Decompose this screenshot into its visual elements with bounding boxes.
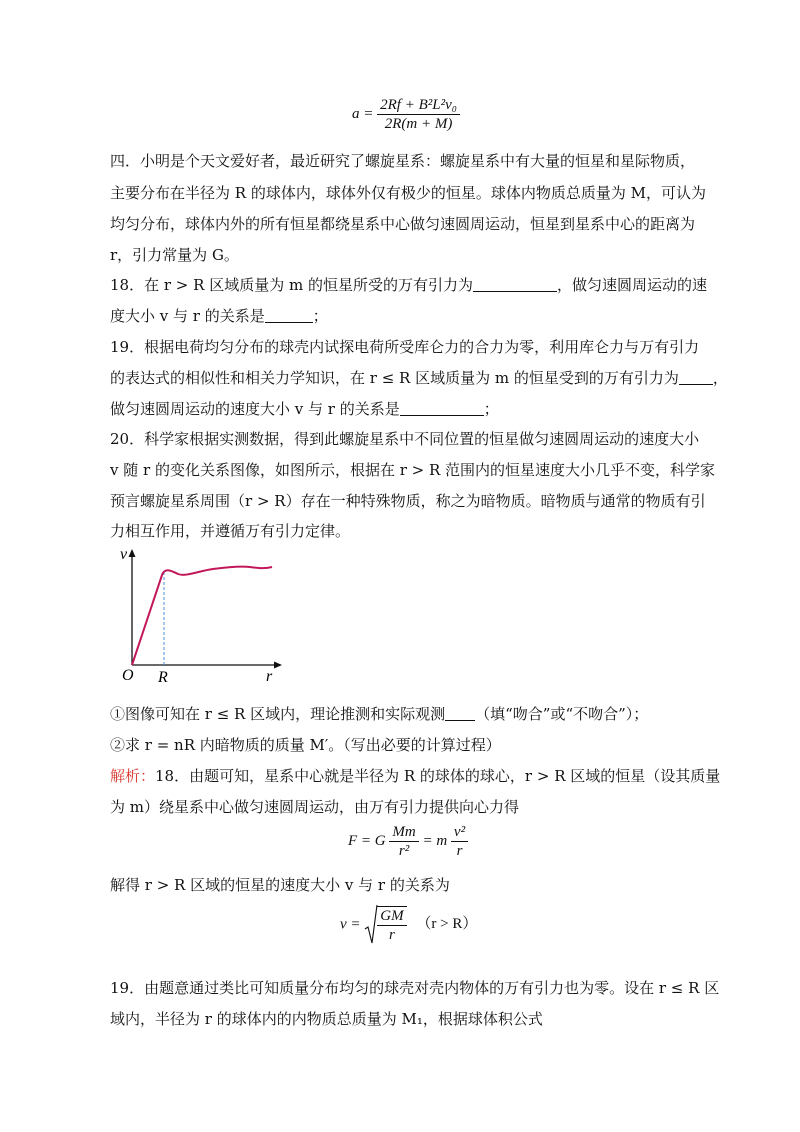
answer-line-5: 域内，半径为 r 的球体内的内物质总质量为 M₁，根据球体积公式 [110, 1010, 543, 1028]
answer-blank[interactable] [473, 277, 557, 292]
answer-text-1: 18．由题可知，星系中心就是半径为 R 的球体的球心，r > R 区域的恒星（设其质量 [155, 767, 721, 785]
f2-fraction [377, 906, 406, 944]
f2-lhs: v = [340, 916, 361, 933]
sub-question-2: ②求 r = nR 内暗物质的质量 M′。（写出必要的计算过程） [110, 736, 501, 754]
q18-text-c: 度大小 v 与 r 的关系是 [110, 307, 265, 325]
f1-lhs: F = G [348, 832, 386, 849]
answer-label: 解析： [110, 767, 156, 785]
q19-text-d: ； [483, 400, 499, 418]
q18-text-d: ； [312, 307, 328, 325]
q18-line-1 [110, 274, 707, 296]
radical-icon [364, 903, 378, 947]
f1-fraction-1 [389, 823, 418, 860]
q19-line-3 [110, 398, 700, 420]
velocity-radius-chart [118, 545, 288, 685]
q19-text-b: ， [712, 369, 728, 387]
q19-text-c: 做匀速圆周运动的速度大小 v 与 r 的关系是 [110, 400, 400, 418]
q4-line-2: 主要分布在半径为 R 的球体内，球体外仅有极少的恒星。球体内物质总质量为 M，可认为 [110, 184, 706, 202]
q4-line-4: r，引力常量为 G。 [110, 246, 239, 264]
formula-lhs: a = [352, 105, 374, 122]
f1-numerator-1: Mm [389, 823, 418, 842]
answer-blank[interactable] [400, 401, 484, 416]
f2-numerator: GM [377, 907, 406, 926]
formula-denominator: 2R(m + M) [384, 116, 453, 132]
y-axis-label: v [120, 546, 128, 563]
formula-acceleration [352, 96, 460, 133]
f1-denominator-1: r² [398, 843, 410, 859]
q20-line-4: 力相互作用，并遵循万有引力定律。 [110, 522, 351, 540]
sub1-text-a: ①图像可知在 r ≤ R 区域内，理论推测和实际观测 [110, 705, 446, 723]
f1-numerator-2: v² [451, 823, 468, 842]
x-axis-arrow [274, 662, 282, 669]
answer-line-4: 19．由题意通过类比可知质量分布均匀的球壳对壳内物体的万有引力也为零。设在 r ≤ R 区 [110, 979, 720, 997]
formula-fraction [377, 96, 460, 133]
q19-line-2 [110, 367, 728, 389]
q18-line-2 [110, 305, 700, 327]
q19-text-a: 的表达式的相似性和相关力学知识，在 r ≤ R 区域质量为 m 的恒星受到的万有引力为 [110, 369, 679, 387]
velocity-curve [132, 567, 272, 665]
q20-line-1: 20．科学家根据实测数据，得到此螺旋星系中不同位置的恒星做匀速圆周运动的速度大小 [110, 430, 700, 448]
q4-line-1: 四．小明是个天文爱好者，最近研究了螺旋星系：螺旋星系中有大量的恒星和星际物质， [110, 152, 696, 170]
f1-denominator-2: r [456, 843, 463, 859]
q20-line-3: 预言螺旋星系周围（r > R）存在一种特殊物质，称之为暗物质。暗物质与通常的物质有引 [110, 492, 706, 510]
sub-question-1 [110, 703, 700, 725]
formula-gravity [348, 823, 468, 860]
q20-line-2: v 随 r 的变化关系图像，如图所示，根据在 r > R 范围内的恒星速度大小几乎不变，科学家 [110, 461, 716, 479]
formula-velocity [340, 903, 477, 947]
formula-numerator: 2Rf + B²L²v₀ [377, 96, 460, 115]
f2-denominator: r [389, 927, 395, 943]
f2-condition: （r > R） [416, 916, 478, 933]
f1-fraction-2 [451, 823, 468, 860]
answer-line-1 [110, 765, 721, 787]
answer-blank[interactable] [265, 308, 313, 323]
sqrt-symbol [364, 903, 406, 947]
q19-line-1: 19．根据电荷均匀分布的球壳内试探电荷所受库仑力的合力为零，利用库仑力与万有引力 [110, 338, 700, 356]
f1-mid: = m [422, 832, 448, 849]
answer-blank[interactable] [679, 370, 713, 385]
answer-blank[interactable] [445, 706, 475, 721]
x-axis-label: r [266, 668, 273, 685]
origin-label: O [122, 667, 134, 684]
answer-line-2: 为 m）绕星系中心做匀速圆周运动，由万有引力提供向心力得 [110, 798, 519, 816]
q18-text-a: 18．在 r > R 区域质量为 m 的恒星所受的万有引力为 [110, 276, 473, 294]
y-axis-arrow [129, 549, 136, 557]
q4-line-3: 均匀分布，球体内外的所有恒星都绕星系中心做匀速圆周运动，恒星到星系中心的距离为 [110, 215, 696, 233]
x-mark-label: R [158, 669, 168, 685]
q18-text-b: ，做匀速圆周运动的速 [556, 276, 707, 294]
sub1-text-b: （填“吻合”或“不吻合”）； [475, 705, 649, 723]
answer-line-3: 解得 r > R 区域的恒星的速度大小 v 与 r 的关系为 [110, 876, 450, 894]
